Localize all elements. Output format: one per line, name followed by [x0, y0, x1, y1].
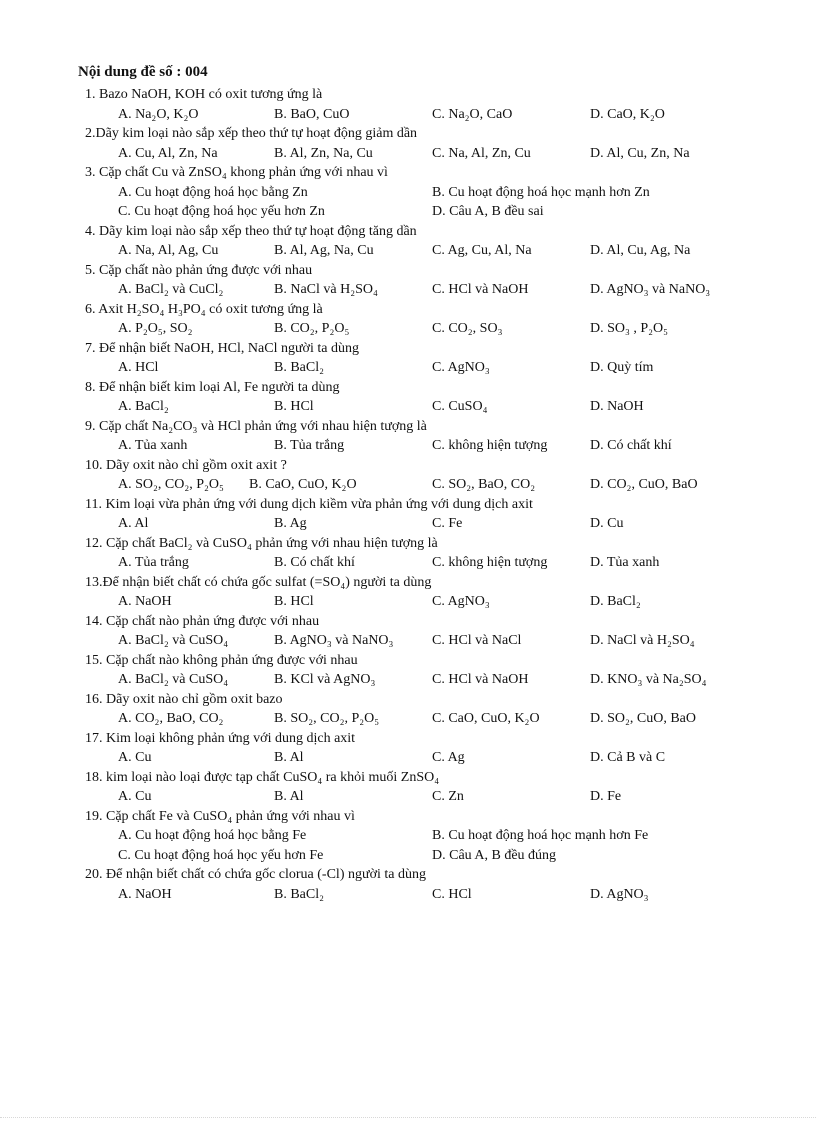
option-d: D. BaCl₂ — [590, 594, 641, 609]
option-d: D. Câu A, B đều sai — [432, 204, 544, 219]
question — [85, 163, 785, 222]
option-d: D. NaCl và H₂SO₄ — [590, 633, 695, 648]
option-b: B. NaCl và H₂SO₄ — [274, 282, 378, 297]
option-c: C. CaO, CuO, K₂O — [432, 711, 540, 726]
question-text: 18. kim loại nào loại được tạp chất CuSO₄ ra khỏi muối ZnSO₄ — [85, 769, 440, 785]
answer-options — [85, 592, 785, 612]
option-c: C. Fe — [432, 516, 463, 531]
option-c: C. Na, Al, Zn, Cu — [432, 145, 531, 161]
question — [85, 865, 785, 904]
option-a: A. Tủa xanh — [118, 438, 188, 453]
question — [85, 612, 785, 651]
answer-options — [85, 241, 785, 261]
option-c: C. AgNO₃ — [432, 360, 490, 375]
option-d: D. Al, Cu, Zn, Na — [590, 145, 690, 161]
page-title: Nội dung đề số : 004 — [78, 64, 208, 80]
option-a: A. Na, Al, Ag, Cu — [118, 243, 219, 258]
answer-options — [85, 670, 785, 690]
option-b: B. BaCl₂ — [274, 360, 324, 375]
question-text: 7. Để nhận biết NaOH, HCl, NaCl người ta dùng — [85, 340, 359, 356]
option-d: D. Fe — [590, 789, 622, 804]
option-b: B. CO₂, P₂O₅ — [274, 321, 350, 336]
option-c: C. AgNO₃ — [432, 594, 490, 609]
question-text: 19. Cặp chất Fe và CuSO₄ phản ứng với nhau vì — [85, 808, 355, 824]
question — [85, 729, 785, 768]
question — [85, 300, 785, 339]
option-b: B. SO₂, CO₂, P₂O₅ — [274, 711, 380, 726]
option-d: D. AgNO₃ và NaNO₃ — [590, 282, 711, 297]
answer-options — [85, 144, 785, 164]
answer-options — [85, 846, 785, 866]
question — [85, 378, 785, 417]
option-c: C. HCl và NaCl — [432, 633, 522, 648]
option-d: D. CaO, K₂O — [590, 106, 665, 122]
option-a: A. BaCl₂ và CuSO₄ — [118, 633, 229, 648]
question-text: 16. Dãy oxit nào chỉ gồm oxit bazo — [85, 691, 283, 707]
option-a: A. SO₂, CO₂, P₂O₅ — [118, 477, 224, 492]
option-c: C. SO₂, BaO, CO₂ — [432, 477, 536, 492]
option-d: D. Câu A, B đều đúng — [432, 847, 557, 863]
option-a: A. P₂O₅, SO₂ — [118, 321, 193, 336]
option-b: B. HCl — [274, 594, 314, 609]
question-text: 8. Để nhận biết kim loại Al, Fe người ta dùng — [85, 379, 340, 395]
option-d: D. SO₂, CuO, BaO — [590, 711, 696, 726]
option-c: C. HCl và NaOH — [432, 672, 529, 687]
question-text: 15. Cặp chất nào không phản ứng được với nhau — [85, 652, 358, 668]
option-b: B. AgNO₃ và NaNO₃ — [274, 633, 394, 648]
option-a: A. HCl — [118, 360, 159, 375]
question-list — [85, 85, 785, 904]
option-a: A. Cu, Al, Zn, Na — [118, 145, 218, 161]
option-b: B. Cu hoạt động hoá học mạnh hơn Fe — [432, 828, 649, 843]
option-b: B. CaO, CuO, K₂O — [249, 477, 357, 492]
question-text: 1. Bazo NaOH, KOH có oxit tương ứng là — [85, 87, 323, 102]
option-a: A. NaOH — [118, 886, 172, 902]
option-a: A. Cu — [118, 750, 152, 765]
question — [85, 339, 785, 378]
answer-options — [85, 748, 785, 768]
answer-options — [85, 358, 785, 378]
question — [85, 222, 785, 261]
option-c: C. CuSO₄ — [432, 399, 488, 414]
question — [85, 651, 785, 690]
question — [85, 690, 785, 729]
question-text: 9. Cặp chất Na₂CO₃ và HCl phản ứng với nhau hiện tượng là — [85, 418, 427, 434]
option-a: A. CO₂, BaO, CO₂ — [118, 711, 224, 726]
question-text: 3. Cặp chất Cu và ZnSO₄ khong phản ứng với nhau vì — [85, 165, 388, 180]
answer-options — [85, 826, 785, 846]
option-b: B. BaCl₂ — [274, 886, 324, 902]
option-b: B. Al, Zn, Na, Cu — [274, 145, 373, 161]
question-text: 11. Kim loại vừa phản ứng với dung dịch kiềm vừa phản ứng với dung dịch axit — [85, 496, 533, 512]
option-a: A. Tủa trắng — [118, 555, 189, 570]
answer-options — [85, 202, 785, 222]
option-a: A. Na₂O, K₂O — [118, 106, 199, 122]
option-c: C. Zn — [432, 789, 464, 804]
option-c: C. không hiện tượng — [432, 438, 548, 453]
option-d: D. Quỳ tím — [590, 360, 654, 375]
answer-options — [85, 105, 785, 125]
option-b: B. Cu hoạt động hoá học mạnh hơn Zn — [432, 184, 650, 200]
question-text: 17. Kim loại không phản ứng với dung dịch axit — [85, 730, 356, 746]
question-text: 5. Cặp chất nào phản ứng được với nhau — [85, 262, 313, 278]
question — [85, 124, 785, 163]
question — [85, 85, 785, 124]
option-d: D. Cu — [590, 516, 624, 531]
option-b: B. KCl và AgNO₃ — [274, 672, 376, 687]
option-b: B. Al, Ag, Na, Cu — [274, 243, 374, 258]
question-text: 6. Axit H₂SO₄ H₃PO₄ có oxit tương ứng là — [85, 301, 323, 317]
option-c: C. Na₂O, CaO — [432, 106, 513, 122]
option-c: C. không hiện tượng — [432, 555, 548, 570]
question — [85, 261, 785, 300]
answer-options — [85, 397, 785, 417]
option-a: A. Cu — [118, 789, 152, 804]
option-c: C. CO₂, SO₃ — [432, 321, 503, 336]
option-d: D. Cả B và C — [590, 750, 666, 765]
option-d: D. KNO₃ và Na₂SO₄ — [590, 672, 707, 687]
question-text: 14. Cặp chất nào phản ứng được với nhau — [85, 613, 320, 629]
option-a: A. NaOH — [118, 594, 172, 609]
answer-options — [85, 631, 785, 651]
option-b: B. HCl — [274, 399, 314, 414]
question-text: 10. Dãy oxit nào chỉ gồm oxit axit ? — [85, 457, 287, 473]
option-c: C. Ag, Cu, Al, Na — [432, 243, 532, 258]
option-d: D. SO₃ , P₂O₅ — [590, 321, 669, 336]
option-d: D. Al, Cu, Ag, Na — [590, 243, 691, 258]
answer-options — [85, 319, 785, 339]
question-text: 2.Dãy kim loại nào sắp xếp theo thứ tự hoạt động giảm dần — [85, 126, 418, 141]
option-b: B. Tủa trắng — [274, 438, 345, 453]
answer-options — [85, 709, 785, 729]
answer-options — [85, 787, 785, 807]
option-a: A. BaCl₂ và CuCl₂ — [118, 282, 224, 297]
question — [85, 456, 785, 495]
question-text: 12. Cặp chất BaCl₂ và CuSO₄ phản ứng với nhau hiện tượng là — [85, 535, 438, 551]
option-c: C. HCl — [432, 886, 472, 902]
page-footer-divider — [0, 1117, 816, 1119]
option-d: D. NaOH — [590, 399, 644, 414]
option-b: B. Al — [274, 789, 304, 804]
question-text: 20. Để nhận biết chất có chứa gốc clorua (-Cl) người ta dùng — [85, 867, 426, 882]
question — [85, 495, 785, 534]
question — [85, 534, 785, 573]
question-text: 4. Dãy kim loại nào sắp xếp theo thứ tự hoạt động tăng dần — [85, 223, 417, 239]
option-c: C. HCl và NaOH — [432, 282, 529, 297]
question — [85, 768, 785, 807]
option-d: D. Có chất khí — [590, 438, 672, 453]
option-b: B. Al — [274, 750, 304, 765]
option-c: C. Cu hoạt động hoá học yếu hơn Fe — [118, 847, 324, 863]
answer-options — [85, 553, 785, 573]
answer-options — [85, 183, 785, 203]
option-b: B. Ag — [274, 516, 307, 531]
answer-options — [85, 885, 785, 905]
option-a: A. Cu hoạt động hoá học bằng Zn — [118, 184, 308, 200]
option-a: A. BaCl₂ — [118, 399, 169, 414]
option-c: C. Ag — [432, 750, 465, 765]
answer-options — [85, 436, 785, 456]
option-c: C. Cu hoạt động hoá học yếu hơn Zn — [118, 204, 325, 219]
question-text: 13.Để nhận biết chất có chứa gốc sulfat (=SO₄) người ta dùng — [85, 574, 432, 590]
answer-options — [85, 475, 785, 495]
option-d: D. CO₂, CuO, BaO — [590, 477, 698, 492]
question — [85, 807, 785, 866]
question — [85, 417, 785, 456]
option-a: A. Al — [118, 516, 149, 531]
option-b: B. Có chất khí — [274, 555, 355, 570]
option-a: A. Cu hoạt động hoá học bằng Fe — [118, 828, 307, 843]
option-d: D. AgNO₃ — [590, 886, 649, 902]
question — [85, 573, 785, 612]
answer-options — [85, 514, 785, 534]
option-b: B. BaO, CuO — [274, 106, 350, 122]
answer-options — [85, 280, 785, 300]
option-d: D. Tủa xanh — [590, 555, 660, 570]
option-a: A. BaCl₂ và CuSO₄ — [118, 672, 229, 687]
